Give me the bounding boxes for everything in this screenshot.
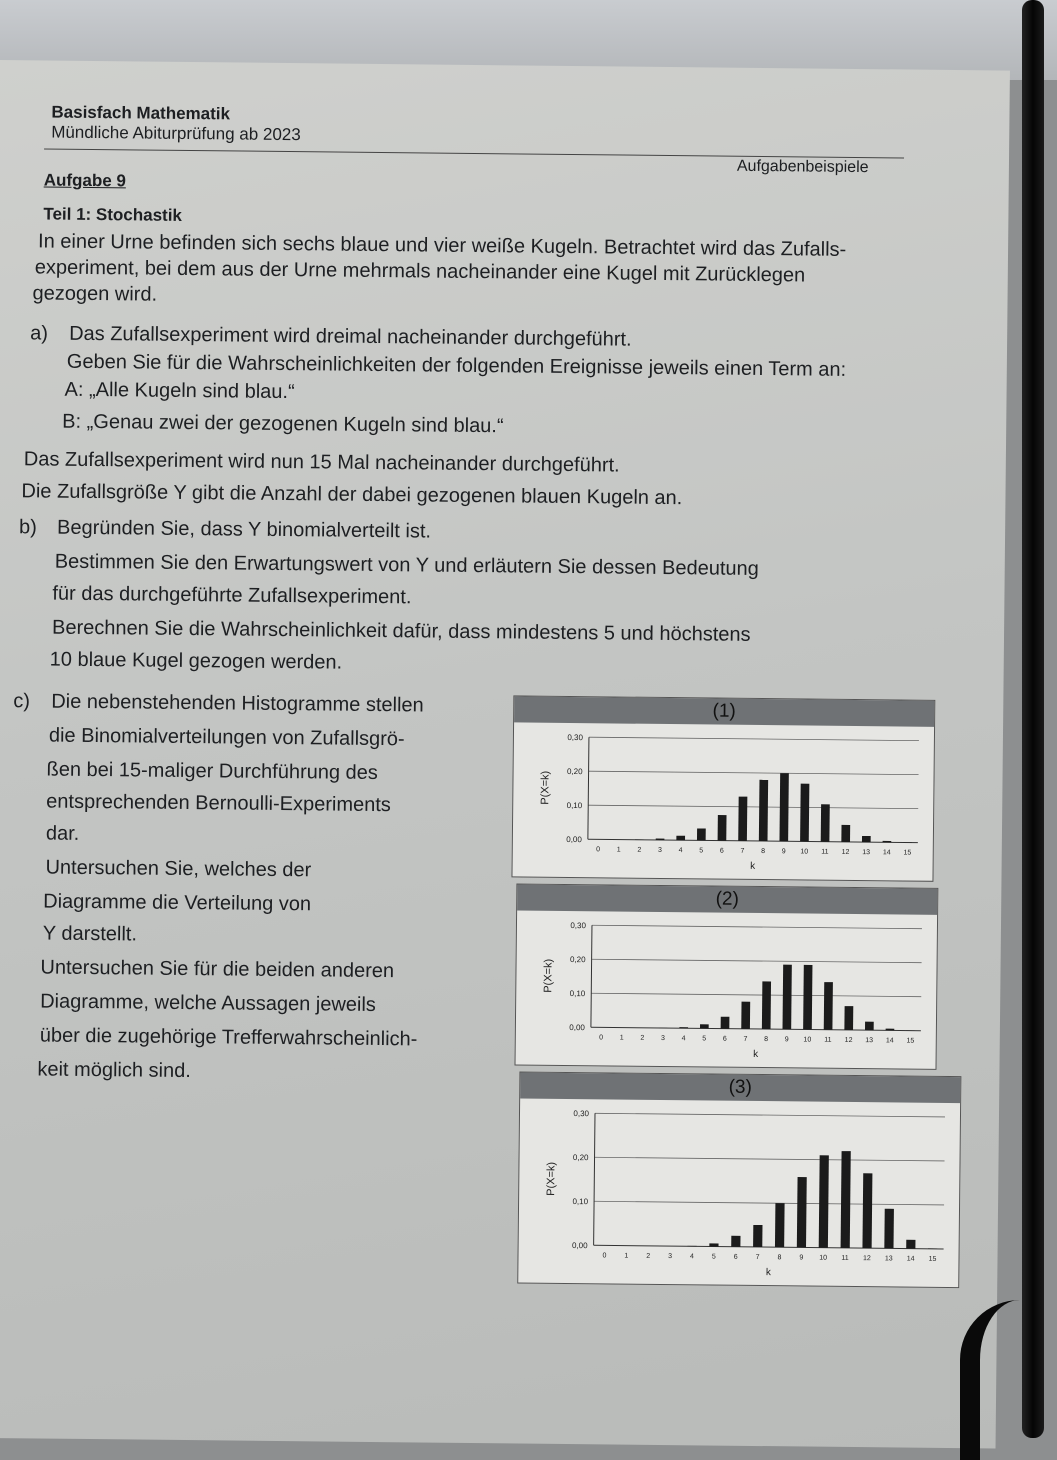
x-tick-label: 15 <box>929 1256 937 1263</box>
y-axis-label: P(X=k) <box>545 1162 557 1196</box>
x-tick-label: 3 <box>658 847 662 854</box>
part-c-line-8: Y darstellt. <box>43 922 137 946</box>
gridline <box>589 737 919 740</box>
gridline <box>591 993 921 996</box>
histogram-bar <box>679 1027 688 1028</box>
histogram-bar <box>775 1203 785 1247</box>
x-tick-label: 15 <box>903 850 911 857</box>
x-tick-label: 0 <box>602 1252 606 1259</box>
histogram-bar <box>886 1029 895 1031</box>
histogram-bar <box>824 982 833 1030</box>
histogram-bar <box>759 780 768 841</box>
x-tick-label: 13 <box>862 849 870 856</box>
part-c-line-10: Diagramme, welche Aussagen jeweils <box>40 990 376 1017</box>
y-tick-label: 0,10 <box>567 801 583 810</box>
gridline <box>589 771 919 774</box>
y-axis <box>591 925 592 1027</box>
x-tick-label: 6 <box>723 1036 727 1043</box>
gridline <box>592 959 922 962</box>
x-tick-label: 8 <box>764 1036 768 1043</box>
x-tick-label: 15 <box>907 1038 915 1045</box>
gridline <box>588 805 918 808</box>
course-title: Basisfach Mathematik <box>51 103 230 125</box>
y-tick-label: 0,20 <box>573 1153 589 1162</box>
x-tick-label: 14 <box>886 1037 894 1044</box>
histogram-bar <box>697 828 706 840</box>
part-c-line-9: Untersuchen Sie für die beiden anderen <box>40 956 394 983</box>
histogram-bar <box>741 1002 750 1029</box>
x-tick-label: 11 <box>821 849 828 856</box>
part-c-label: c) <box>13 690 30 713</box>
exam-subtitle: Mündliche Abiturprüfung ab 2023 <box>51 123 301 146</box>
histogram-bar <box>718 815 727 841</box>
x-tick-label: 4 <box>690 1253 694 1260</box>
histogram-3 <box>517 1071 961 1288</box>
cable-loop <box>960 1300 1050 1460</box>
x-tick-label: 8 <box>761 848 765 855</box>
gridline <box>592 925 922 928</box>
part-b-line-4: Berechnen Sie die Wahrscheinlichkeit dafür, dass mindestens 5 und höchstens <box>52 617 751 647</box>
histogram-2-plot <box>516 910 938 1068</box>
x-tick-label: 5 <box>699 847 703 854</box>
histogram-bar <box>753 1225 762 1247</box>
event-a: A: „Alle Kugeln sind blau.“ <box>64 379 294 404</box>
y-tick-label: 0,00 <box>572 1241 588 1250</box>
histogram-bar <box>797 1177 807 1247</box>
x-tick-label: 11 <box>841 1255 848 1262</box>
histogram-bar <box>862 836 871 842</box>
part-c-line-5: dar. <box>46 823 80 846</box>
part-c-line-12: keit möglich sind. <box>37 1058 191 1083</box>
y-tick-label: 0,30 <box>567 733 583 742</box>
x-tick-label: 6 <box>720 848 724 855</box>
histogram-bar <box>841 1151 851 1248</box>
part-c-line-1: Die nebenstehenden Histogramme stellen <box>51 691 424 718</box>
histogram-bar <box>819 1155 829 1247</box>
x-tick-label: 5 <box>702 1035 706 1042</box>
intro-line-1: In einer Urne befinden sich sechs blaue und vier weiße Kugeln. Betrachtet wird das Zufalls- <box>38 230 846 261</box>
histogram-2-title: (2) <box>517 884 937 914</box>
header-rule <box>44 148 904 158</box>
x-tick-label: 1 <box>620 1035 624 1042</box>
event-b: B: „Genau zwei der gezogenen Kugeln sind blau.“ <box>62 411 504 439</box>
histogram-bar <box>721 1017 730 1029</box>
histogram-bar <box>676 836 685 841</box>
x-tick-label: 9 <box>782 848 786 855</box>
part-a-line-2: Geben Sie für die Wahrscheinlichkeiten der folgenden Ereignisse jeweils einen Term an: <box>67 351 847 382</box>
exam-sheet <box>0 60 1010 1449</box>
x-tick-label: 4 <box>682 1035 686 1042</box>
x-tick-label: 12 <box>842 849 850 856</box>
histogram-2 <box>514 883 938 1069</box>
x-tick-label: 5 <box>712 1254 716 1261</box>
x-tick-label: 3 <box>668 1253 672 1260</box>
x-tick-label: 10 <box>803 1036 811 1043</box>
histogram-bar <box>862 1173 872 1248</box>
x-tick-label: 13 <box>885 1255 893 1262</box>
histogram-1-title: (1) <box>514 696 934 726</box>
x-tick-label: 7 <box>740 848 744 855</box>
x-tick-label: 8 <box>777 1254 781 1261</box>
part-b-line-2: Bestimmen Sie den Erwartungswert von Y und erläutern Sie dessen Bedeutung <box>55 551 759 581</box>
part-b-line-3: für das durchgeführte Zufallsexperiment. <box>52 583 411 610</box>
part-c-line-7: Diagramme die Verteilung von <box>43 890 311 916</box>
y-tick-label: 0,00 <box>566 835 582 844</box>
cable <box>1022 0 1044 1438</box>
gridline <box>594 1201 944 1205</box>
histogram-bar <box>738 797 747 841</box>
x-tick-label: 10 <box>819 1255 827 1262</box>
x-tick-label: 1 <box>617 847 621 854</box>
histogram-3-title: (3) <box>520 1073 960 1104</box>
histogram-bar <box>709 1243 718 1246</box>
category-label: Aufgabenbeispiele <box>737 158 869 177</box>
x-axis-label: k <box>766 1267 772 1278</box>
x-tick-label: 9 <box>799 1254 803 1261</box>
histogram-bar <box>782 965 791 1030</box>
x-axis-label: k <box>753 1049 759 1060</box>
part-b-line-5: 10 blaue Kugel gezogen werden. <box>50 649 343 675</box>
x-tick-label: 11 <box>824 1037 831 1044</box>
x-tick-label: 2 <box>646 1253 650 1260</box>
histogram-bar <box>803 965 812 1030</box>
histogram-bar <box>700 1024 709 1028</box>
part-b-label: b) <box>19 516 37 539</box>
y-axis <box>594 1113 595 1245</box>
x-tick-label: 12 <box>863 1255 871 1262</box>
histogram-bar <box>906 1240 915 1249</box>
y-axis-label: P(X=k) <box>539 771 551 805</box>
histogram-bar <box>656 839 665 840</box>
x-tick-label: 0 <box>596 846 600 853</box>
x-tick-label: 7 <box>756 1254 760 1261</box>
x-tick-label: 0 <box>599 1034 603 1041</box>
part-title: Teil 1: Stochastik <box>43 204 182 225</box>
y-tick-label: 0,00 <box>569 1023 585 1032</box>
x-tick-label: 14 <box>907 1256 915 1263</box>
x-tick-label: 7 <box>743 1036 747 1043</box>
part-c-line-2: die Binomialverteilungen von Zufallsgrö- <box>49 725 405 752</box>
part-a-label: a) <box>30 322 48 345</box>
part-c-line-3: ßen bei 15-maliger Durchführung des <box>46 759 378 785</box>
histogram-bar <box>762 981 771 1029</box>
x-tick-label: 1 <box>624 1253 628 1260</box>
x-tick-label: 9 <box>785 1036 789 1043</box>
part-c-line-6: Untersuchen Sie, welches der <box>45 857 311 883</box>
part-a-line-1: Das Zufallsexperiment wird dreimal nacheinander durchgeführt. <box>69 323 632 352</box>
x-tick-label: 14 <box>883 849 891 856</box>
x-tick-label: 13 <box>865 1037 873 1044</box>
intro-line-2: experiment, bei dem aus der Urne mehrmals nacheinander eine Kugel mit Zurücklegen <box>35 256 806 287</box>
histogram-bar <box>800 784 809 842</box>
y-tick-label: 0,20 <box>570 955 586 964</box>
histogram-bar <box>844 1006 853 1030</box>
histogram-bar <box>883 841 892 842</box>
histogram-bar <box>731 1236 740 1247</box>
x-tick-label: 6 <box>734 1254 738 1261</box>
x-tick-label: 4 <box>679 847 683 854</box>
x-tick-label: 3 <box>661 1035 665 1042</box>
histogram-bar <box>841 825 850 842</box>
histogram-1-plot <box>512 722 934 880</box>
part-c-line-11: über die zugehörige Trefferwahrscheinlich- <box>40 1024 418 1051</box>
histogram-bar <box>821 804 830 841</box>
y-axis-label: P(X=k) <box>542 959 554 993</box>
mid-line-1: Das Zufallsexperiment wird nun 15 Mal nacheinander durchgeführt. <box>24 448 620 477</box>
histogram-3-plot <box>518 1099 960 1288</box>
y-axis <box>588 737 589 839</box>
y-tick-label: 0,30 <box>570 921 586 930</box>
histogram-bar <box>779 773 788 841</box>
y-tick-label: 0,10 <box>572 1197 588 1206</box>
task-title: Aufgabe 9 <box>44 170 126 191</box>
x-tick-label: 2 <box>637 847 641 854</box>
x-tick-label: 10 <box>800 848 808 855</box>
y-tick-label: 0,10 <box>570 989 586 998</box>
histogram-bar <box>884 1209 894 1249</box>
gridline <box>595 1157 945 1161</box>
mid-line-2: Die Zufallsgröße Y gibt die Anzahl der dabei gezogenen blauen Kugeln an. <box>21 480 682 510</box>
intro-line-3: gezogen wird. <box>32 282 157 306</box>
histogram-1 <box>511 695 935 881</box>
x-tick-label: 2 <box>640 1035 644 1042</box>
y-tick-label: 0,20 <box>567 767 583 776</box>
histogram-bar <box>865 1022 874 1031</box>
x-axis-label: k <box>750 861 756 872</box>
part-c-line-4: entsprechenden Bernoulli-Experiments <box>46 791 391 818</box>
gridline <box>595 1113 945 1117</box>
part-b-line-1: Begründen Sie, dass Y binomialverteilt ist. <box>57 517 431 544</box>
y-tick-label: 0,30 <box>573 1109 589 1118</box>
x-tick-label: 12 <box>845 1037 853 1044</box>
